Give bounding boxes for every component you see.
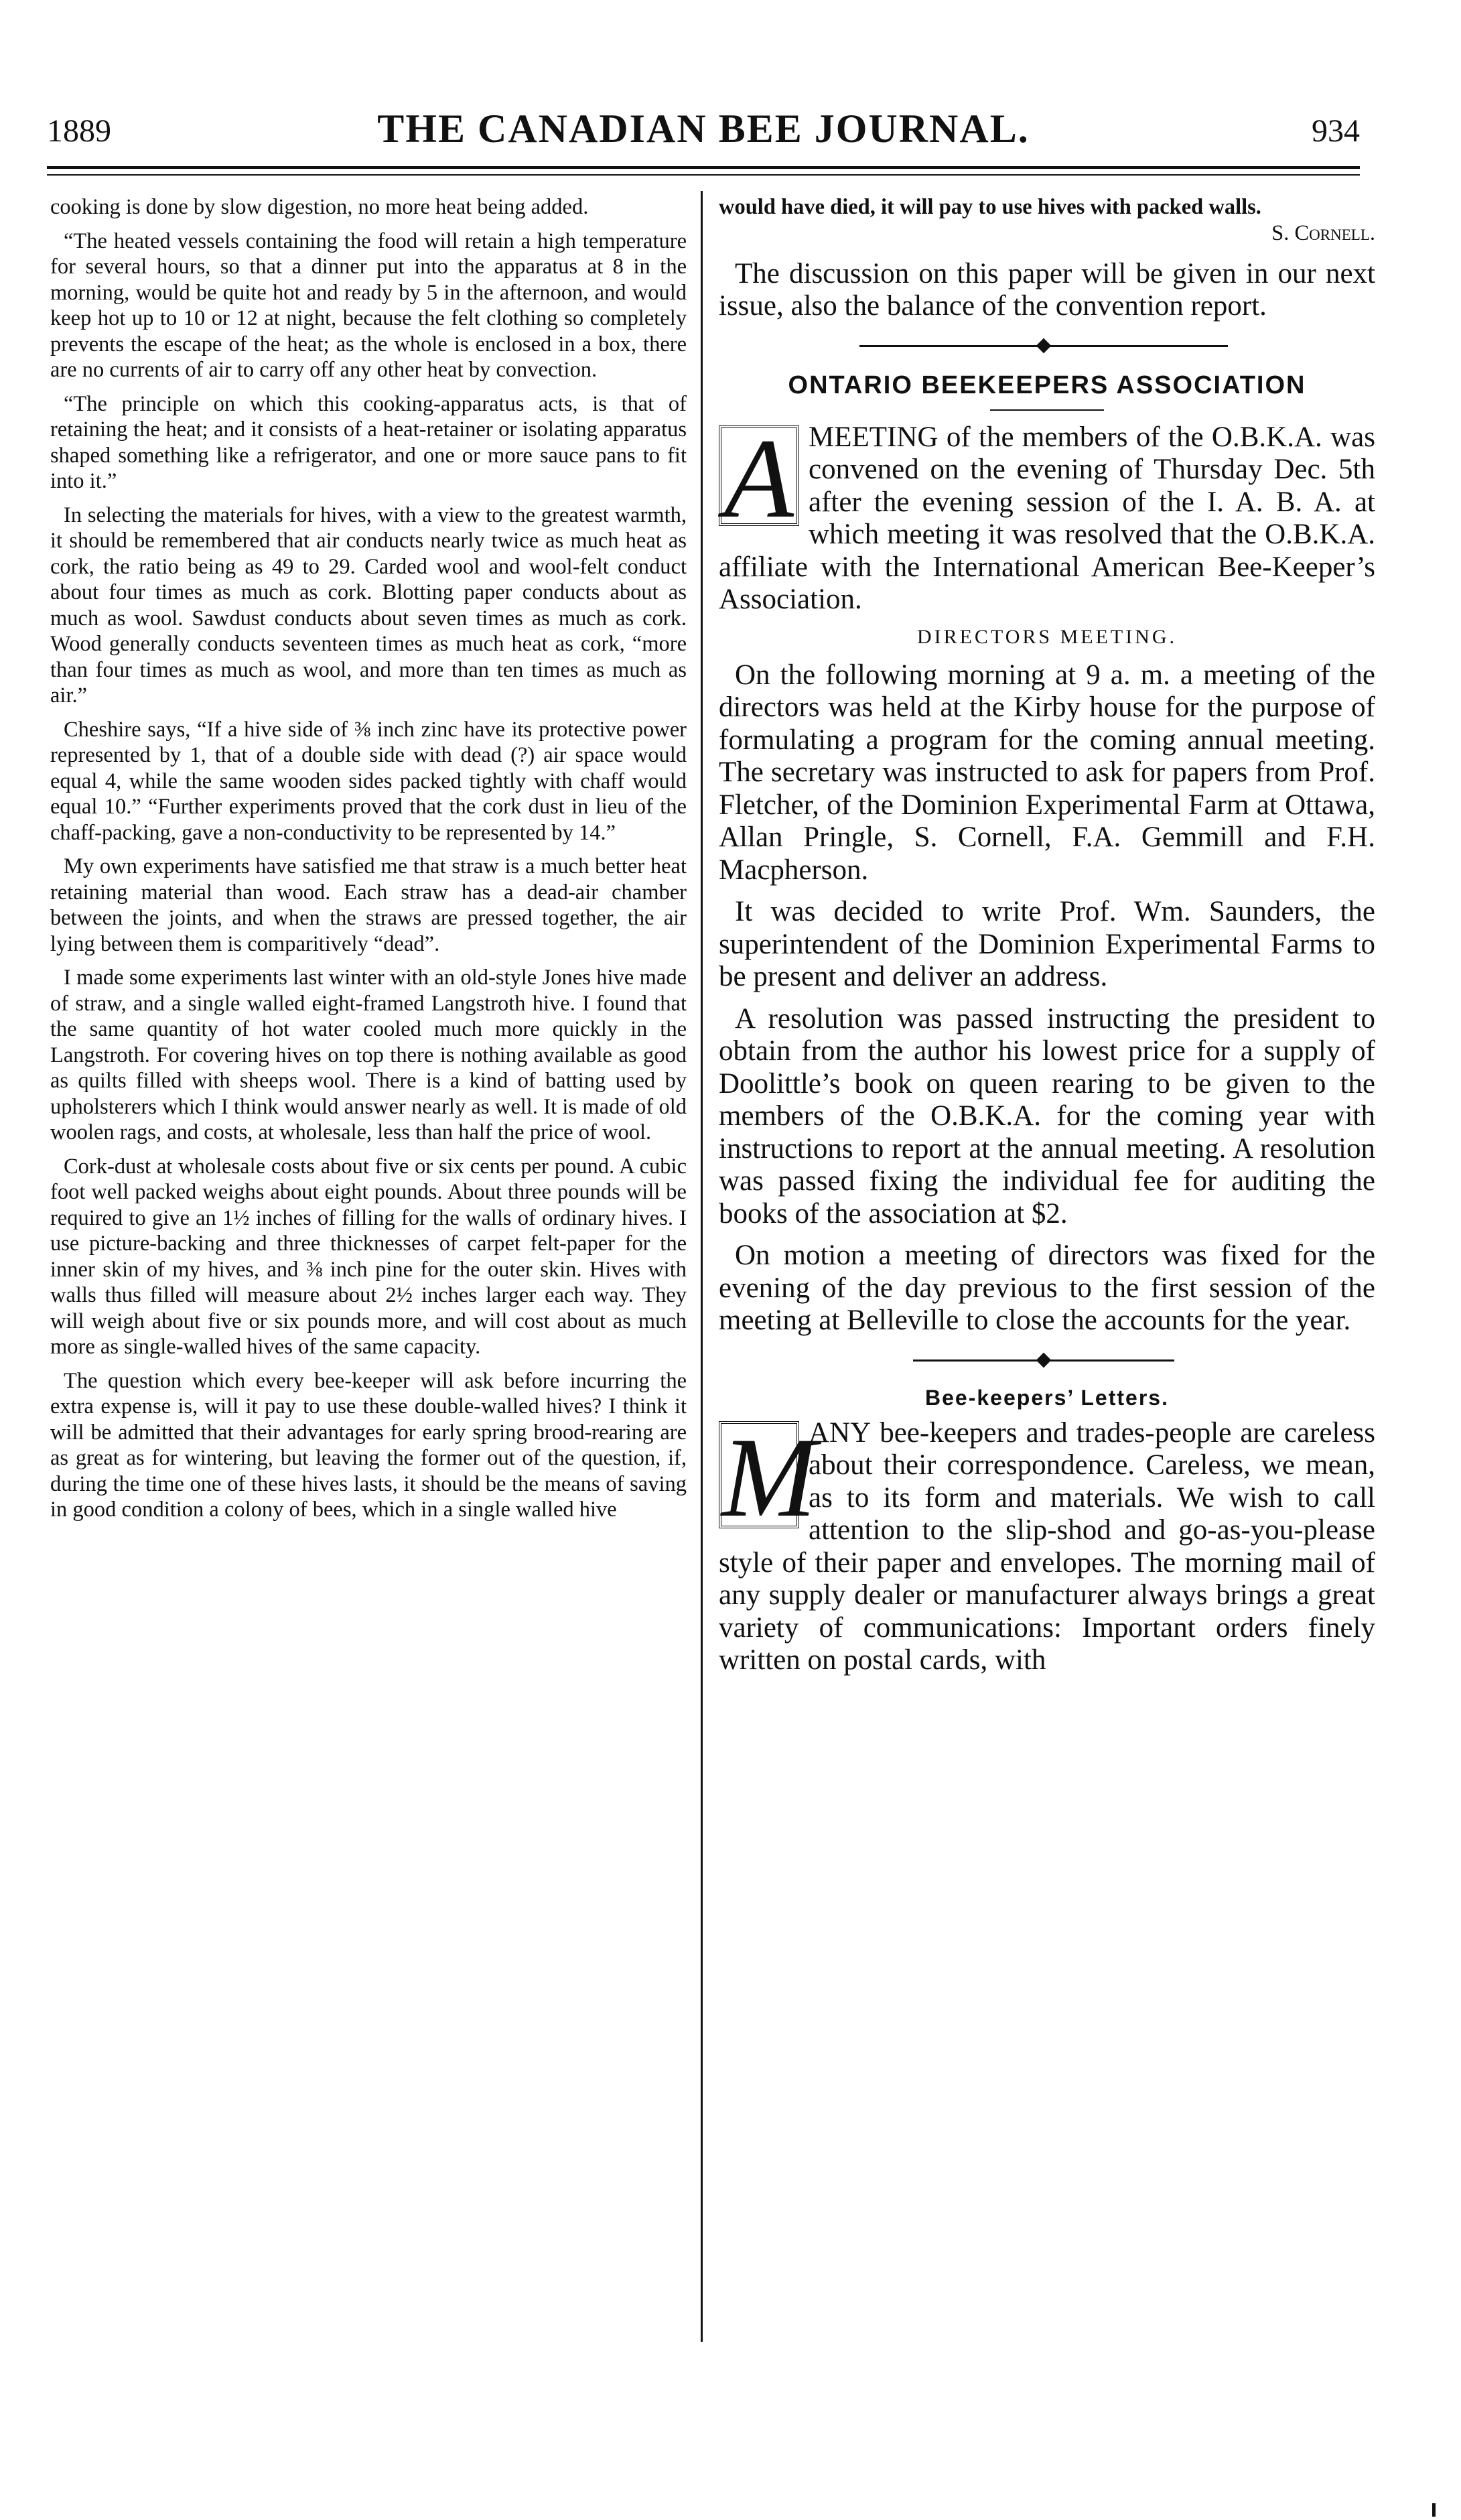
article-continuation: would have died, it will pay to use hives with packed walls. [719, 195, 1261, 219]
section-title-letters: Bee-keepers’ Letters. [925, 1385, 1169, 1410]
article-paragraph: The question which every bee-keeper will ask before incurring the extra expense is, will it pay to use these double-walled hives? I think it will be admitted that their advantages for early spring brood-rearing are as great as for wintering, but leaving the former out of the question, if, during the time one of these hives lasts, it should be the means of saving in good condition a colony of bees, which in a single walled hive [50, 1368, 687, 1522]
page-header [47, 101, 1360, 154]
section-title-obka: ONTARIO BEEKEEPERS ASSOCIATION [788, 371, 1306, 399]
letters-intro-paragraph [719, 1414, 1375, 1677]
right-column [719, 194, 1375, 1686]
header-rule-thick [47, 166, 1360, 169]
left-column [50, 194, 687, 1531]
journal-title: THE CANADIAN BEE JOURNAL. [377, 107, 1030, 151]
page-number: 934 [1312, 113, 1360, 149]
header-year: 1889 [47, 113, 111, 149]
paragraph-text: of the members of the O.B.K.A. was convened on the evening of Thursday Dec. 5th after the evening session of the I. A. B. A. at which meeting it was resolved that the O.B.K.A. affiliate with the International American Bee-Keeper’s Association. [719, 421, 1375, 615]
article-paragraph: On motion a meeting of directors was fixed for the evening of the day previous to the first session of the meeting at Belleville to close the accounts for the year. [719, 1240, 1375, 1336]
drop-cap-m: M [719, 1421, 799, 1528]
section-ornament [719, 332, 1375, 359]
drop-cap-a: A [719, 425, 799, 526]
article-paragraph: On the following morning at 9 a. m. a meeting of the directors was held at the Kirby house for the purpose of formulating a program for the coming annual meeting. The secretary was instructed to ask for papers from Prof. Fletcher, of the Dominion Experimental Farm at Ottawa, Allan Pringle, S. Cornell, F.A. Gemmill and F.H. Macpherson. [719, 659, 1375, 886]
author-signature: S. Cornell. [1271, 220, 1375, 245]
article-paragraph: Cheshire says, “If a hive side of ⅜ inch zinc have its protective power represented by 1, that of a double side with dead (?) air space would equal 4, while the same wooden sides packed tightly with chaff would equal 10.” “Further experiments proved that the cork dust in lieu of the chaff-packing, gave a non-conductivity to be represented by 14.” [50, 717, 687, 845]
article-paragraph: My own experiments have satisfied me that straw is a much better heat retaining material than wood. Each straw has a dead-air chamber between the joints, and when the straws are pressed together, the air lying between them is comparitively “dead”. [50, 854, 687, 956]
lead-word: MEETING [809, 421, 938, 453]
header-rule-thin [47, 174, 1360, 176]
article-paragraph: It was decided to write Prof. Wm. Saunders, the superintendent of the Dominion Experimental Farms to be present and deliver an address. [719, 896, 1375, 992]
page-edge-mark [1432, 2503, 1436, 2517]
article-paragraph: In selecting the materials for hives, with a view to the greatest warmth, it should be remembered that air conducts nearly twice as much heat as cork, the ratio being as 49 to 29. Carded wool and wool-felt conduct about four times as much as cork. Blotting paper conducts about as much as wool. Sawdust conducts about seven times as much as cork. Wood generally conducts seventeen times as much heat as cork, “more than four times as much as wool, and more than ten times as much as air.” [50, 503, 687, 708]
article-paragraph: cooking is done by slow digestion, no more heat being added. [50, 195, 589, 219]
paragraph-text: bee-keepers and trades-people are careless about their correspondence. Careless, we mean, as to its form and materials. We wish to call attention to the slip-shod and go-as-you-please style of their paper and envelopes. The morning mail of any supply dealer or manufacturer always brings a great variety of communications: Important orders finely written on postal cards, with [719, 1416, 1375, 1676]
article-paragraph: I made some experiments last winter with an old-style Jones hive made of straw, and a single walled eight-framed Langstroth hive. I found that the same quantity of hot water cooled much more quickly in the Langstroth. For covering hives on top there is nothing available as good as quilts filled with sheeps wool. There is a kind of batting used by upholsterers which I think would answer nearly as well. It is made of old woolen rags, and costs, at wholesale, less than half the price of wool. [50, 966, 687, 1144]
subheading-directors-meeting: DIRECTORS MEETING. [916, 625, 1178, 648]
article-paragraph: A resolution was passed instructing the president to obtain from the author his lowest price for a supply of Doolittle’s book on queen rearing to be given to the members of the O.B.K.A. for the coming year with instructions to report at the annual meeting. A resolution was passed fixing the individual fee for auditing the books of the association at $2. [719, 1002, 1375, 1230]
lead-word: ANY [809, 1416, 872, 1449]
section-ornament [719, 1347, 1375, 1374]
title-underline [990, 409, 1104, 411]
discussion-note: The discussion on this paper will be given in our next issue, also the balance of the convention report. [719, 257, 1375, 322]
article-paragraph: Cork-dust at wholesale costs about five or six cents per pound. A cubic foot well packed weighs about eight pounds. About three pounds will be required to give an 1½ inches of filling for the walls of ordinary hives. I use picture-backing and three thicknesses of carpet felt-paper for the inner skin of my hives, and ⅜ inch pine for the outer skin. Hives with walls thus filled will measure about 2½ inches larger each way. They will weigh about five or six pounds more, and will cost about as much more as single-walled hives of the same capacity. [50, 1154, 687, 1359]
obka-intro-paragraph [719, 415, 1375, 616]
column-divider [701, 191, 703, 2342]
article-signature-line [719, 220, 1375, 246]
article-paragraph: “The principle on which this cooking-apparatus acts, is that of retaining the heat; and it consists of a heat-retainer or isolating apparatus shaped something like a refrigerator, and one or more sauce pans to fit into it.” [50, 391, 687, 493]
article-paragraph: “The heated vessels containing the food will retain a high temperature for several hours, so that a dinner put into the apparatus at 8 in the morning, would be quite hot and ready by 5 in the afternoon, and would keep hot up to 10 or 12 at night, because the felt clothing so completely prevents the escape of the heat; as the whole is enclosed in a box, there are no currents of air to carry off any other heat by convection. [50, 228, 687, 382]
